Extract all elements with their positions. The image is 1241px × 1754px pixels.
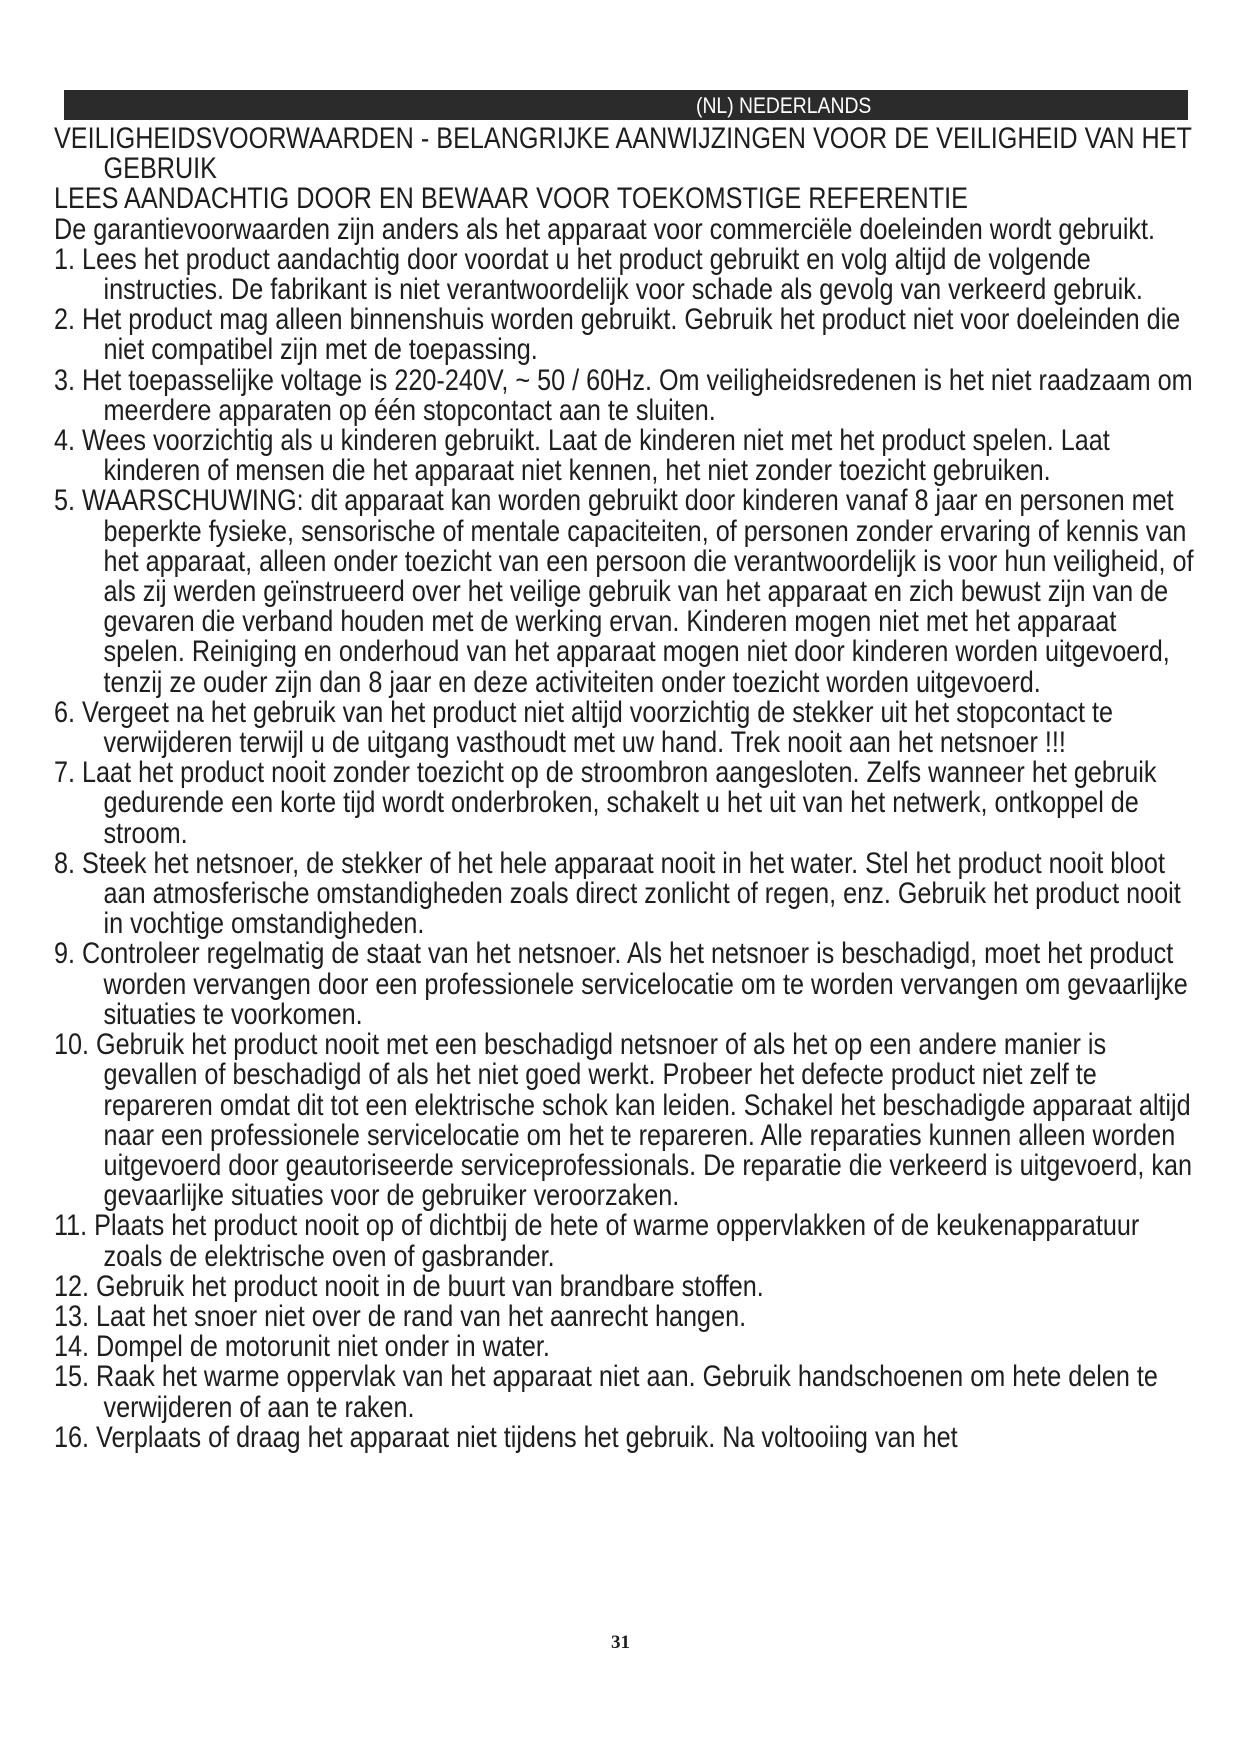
instruction-item-13: 13. Laat het snoer niet over de rand van het aanrecht hangen. bbox=[54, 1299, 747, 1333]
text-block bbox=[54, 124, 1199, 1453]
instruction-item-6: 6. Vergeet na het gebruik van het product niet altijd voorzichtig de stekker uit het stopcontact te verwijderen terwijl u de uitgang vasthoudt met uw hand. Trek nooit aan het netsnoer !!! bbox=[54, 695, 1114, 760]
page-number: 31 bbox=[611, 1632, 630, 1653]
instruction-item-8: 8. Steek het netsnoer, de stekker of het hele apparaat nooit in het water. Stel het product nooit bloot aan atmosferische omstandigheden zoals direct zonlicht of regen, enz. Gebruik het product nooit in vochtige omstandigheden. bbox=[54, 846, 1181, 941]
section-subtitle: LEES AANDACHTIG DOOR EN BEWAAR VOOR TOEKOMSTIGE REFERENTIE bbox=[54, 182, 968, 216]
language-header-bar bbox=[64, 90, 1188, 120]
safety-instructions bbox=[54, 124, 1199, 1453]
instruction-item-16: 16. Verplaats of draag het apparaat niet tijdens het gebruik. Na voltooiing van het bbox=[54, 1420, 958, 1454]
instruction-item-11: 11. Plaats het product nooit op of dichtbij de hete of warme oppervlakken of de keukenapparatuur zoals de elektrische oven of gasbrander. bbox=[54, 1209, 1140, 1273]
instruction-item-4: 4. Wees voorzichtig als u kinderen gebruikt. Laat de kinderen niet met het product spelen. Laat kinderen of mensen die het apparaat niet kennen, het niet zonder toezicht gebruiken. bbox=[54, 424, 1110, 488]
instruction-item-7: 7. Laat het product nooit zonder toezicht op de stroombron aangesloten. Zelfs wanneer het gebruik gedurende een korte tijd wordt onderbroken, schakelt u het uit van het netwerk, ontkoppel de stroom. bbox=[54, 756, 1157, 850]
instruction-item-9: 9. Controleer regelmatig de staat van het netsnoer. Als het netsnoer is beschadigd, moet het product worden vervangen door een professionele servicelocatie om te worden vervangen om gevaarlijke situaties te voorkomen. bbox=[54, 937, 1188, 1031]
language-label: (NL) NEDERLANDS bbox=[696, 93, 872, 118]
instruction-item-10: 10. Gebruik het product nooit met een beschadigd netsnoer of als het op een andere manier is gevallen of beschadigd of als het niet goed werkt. Probeer het defecte product niet zelf te repareren omdat dit tot een elektrische schok kan leiden. Schakel het beschadigde apparaat altijd naar een professionele servicelocatie om het te repareren. Alle reparaties kunnen alleen worden uitgevoerd door geautoriseerde serviceprofessionals. De reparatie die verkeerd is uitgevoerd, kan gevaarlijke situaties voor de gebruiker veroorzaken. bbox=[54, 1028, 1192, 1213]
section-title: VEILIGHEIDSVOORWAARDEN - BELANGRIJKE AANWIJZINGEN VOOR DE VEILIGHEID VAN HET GEBRUIK bbox=[54, 122, 1192, 186]
instruction-item-2: 2. Het product mag alleen binnenshuis worden gebruikt. Gebruik het product niet voor doeleinden die niet compatibel zijn met de toepassing. bbox=[54, 303, 1181, 367]
intro-paragraph: De garantievoorwaarden zijn anders als het apparaat voor commerciële doeleinden wordt gebruikt. bbox=[54, 212, 1156, 246]
instruction-item-3: 3. Het toepasselijke voltage is 220-240V, ~ 50 / 60Hz. Om veiligheidsredenen is het niet raadzaam om meerdere apparaten op één stopcontact aan te sluiten. bbox=[54, 363, 1193, 427]
instruction-item-15: 15. Raak het warme oppervlak van het apparaat niet aan. Gebruik handschoenen om hete delen te verwijderen of aan te raken. bbox=[54, 1360, 1158, 1424]
instruction-item-12: 12. Gebruik het product nooit in de buurt van brandbare stoffen. bbox=[54, 1269, 764, 1303]
instruction-item-14: 14. Dompel de motorunit niet onder in water. bbox=[54, 1330, 550, 1364]
instruction-item-5: 5. WAARSCHUWING: dit apparaat kan worden gebruikt door kinderen vanaf 8 jaar en personen met beperkte fysieke, sensorische of mentale capaciteiten, of personen zonder ervaring of kennis van het apparaat, alleen onder toezicht van een persoon die verantwoordelijk is voor hun veiligheid, of als zij werden geïnstrueerd over het veilige gebruik van het apparaat en zich bewust zijn van de gevaren die verband houden met de werking ervan. Kinderen mogen niet met het apparaat spelen. Reiniging en onderhoud van het apparaat mogen niet door kinderen worden uitgevoerd, tenzij ze ouder zijn dan 8 jaar en deze activiteiten onder toezicht worden uitgevoerd. bbox=[54, 484, 1194, 699]
instruction-item-1: 1. Lees het product aandachtig door voordat u het product gebruikt en volg altijd de volgende instructies. De fabrikant is niet verantwoordelijk voor schade als gevolg van verkeerd gebruik. bbox=[54, 242, 1143, 307]
